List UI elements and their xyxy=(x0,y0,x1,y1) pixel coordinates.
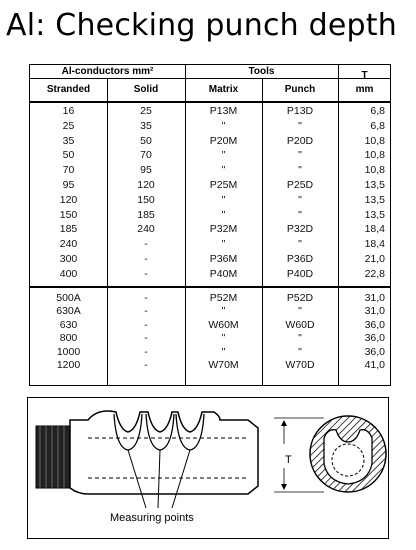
table-cell: 185 xyxy=(59,223,78,236)
table-cell: " xyxy=(221,149,226,162)
connector-drawing xyxy=(28,398,388,538)
header-divider-1 xyxy=(30,78,390,79)
header-punch: Punch xyxy=(284,84,316,95)
table-cell: 36,0 xyxy=(364,345,385,358)
table-cell: " xyxy=(221,345,226,358)
table-cell: 36,0 xyxy=(364,332,385,345)
table-cell: 31,0 xyxy=(364,305,385,318)
table-cell: " xyxy=(298,119,302,132)
table-cell: 6,8 xyxy=(370,105,385,117)
table-cell: 1000 xyxy=(56,345,81,358)
table-cell: P40D xyxy=(286,267,314,280)
header-conductors: Al-conductors mm² xyxy=(61,66,154,77)
connector-sleeve xyxy=(70,411,258,494)
table-cell: " xyxy=(221,193,226,206)
table-cell: 13,5 xyxy=(364,208,385,221)
table-cell: P36M xyxy=(209,253,238,265)
header-unit: mm xyxy=(355,84,374,95)
table-cell: P25M xyxy=(209,179,238,191)
table-cell: 10,8 xyxy=(364,134,385,147)
table-cell: 120 xyxy=(59,193,78,206)
table-cell: 31,0 xyxy=(364,292,385,304)
table-cell: 240 xyxy=(137,223,155,236)
table-cell: " xyxy=(221,332,226,345)
table-cell: " xyxy=(298,345,302,358)
table-cell: " xyxy=(221,119,226,132)
table-cell: 120 xyxy=(137,179,155,191)
table-cell: 21,0 xyxy=(364,253,385,265)
table-cell: P20M xyxy=(209,134,238,147)
table-cell: 13,5 xyxy=(364,179,385,191)
table-cell: P25D xyxy=(286,179,314,191)
header-matrix: Matrix xyxy=(208,84,239,95)
section-divider xyxy=(30,286,390,288)
table-cell: 25 xyxy=(140,105,152,117)
table-cell: " xyxy=(298,149,302,162)
table-cell: 240 xyxy=(59,238,78,251)
table-cell: P13D xyxy=(286,105,314,117)
table-cell: 150 xyxy=(137,193,155,206)
table-cell: P36D xyxy=(286,253,314,265)
table-cell: 70 xyxy=(140,149,152,162)
table-cell: " xyxy=(298,332,302,345)
table-cell: 10,8 xyxy=(364,149,385,162)
table-cell: - xyxy=(144,267,148,280)
table-cell: 50 xyxy=(140,134,152,147)
table-cell: P52M xyxy=(209,292,238,304)
table-cell: P20D xyxy=(286,134,314,147)
table-cell: 18,4 xyxy=(364,223,385,236)
t-dimension-label: T xyxy=(285,454,292,466)
table-cell: P13M xyxy=(209,105,238,117)
table-cell: 6,8 xyxy=(370,119,385,132)
table-cell: - xyxy=(144,238,148,251)
table-cell: " xyxy=(298,193,302,206)
table-cell: 185 xyxy=(137,208,155,221)
table-cell: 16 xyxy=(62,105,75,117)
table-cell: - xyxy=(144,345,148,358)
table-cell: 22,8 xyxy=(364,267,385,280)
table-cell: - xyxy=(144,292,148,304)
header-divider-2 xyxy=(30,101,390,103)
table-cell: 630A xyxy=(56,305,81,318)
table-cell: - xyxy=(144,318,148,331)
measuring-points-label: Measuring points xyxy=(110,512,194,524)
table-cell: W70M xyxy=(208,359,239,371)
table-cell: 70 xyxy=(62,164,75,177)
table-cell: P52D xyxy=(286,292,314,304)
table-cell: 35 xyxy=(140,119,152,132)
table-cell: 95 xyxy=(140,164,152,177)
table-cell: - xyxy=(144,359,148,371)
table-cell: W70D xyxy=(285,359,315,371)
table-cell: 95 xyxy=(62,179,75,191)
table-cell: 36,0 xyxy=(364,318,385,331)
table-cell: " xyxy=(298,305,302,318)
table-cell: 10,8 xyxy=(364,164,385,177)
punch-depth-diagram xyxy=(27,397,389,539)
page-title: Al: Checking punch depth xyxy=(6,8,397,43)
table-cell: 13,5 xyxy=(364,193,385,206)
cable-end xyxy=(36,426,70,488)
table-cell: - xyxy=(144,305,148,318)
table-cell: 50 xyxy=(62,149,75,162)
table-cell: " xyxy=(221,305,226,318)
header-tools: Tools xyxy=(248,66,275,77)
punch-depth-table xyxy=(29,64,391,386)
table-cell: " xyxy=(298,238,302,251)
table-cell: 41,0 xyxy=(364,359,385,371)
table-cell: 630 xyxy=(59,318,78,331)
table-cell: " xyxy=(221,238,226,251)
table-cell: P32D xyxy=(286,223,314,236)
table-cell: - xyxy=(144,253,148,265)
table-cell: " xyxy=(221,208,226,221)
table-cell: P32M xyxy=(209,223,238,236)
header-solid: Solid xyxy=(133,84,159,95)
table-cell: P40M xyxy=(209,267,238,280)
table-cell: " xyxy=(298,208,302,221)
table-cell: - xyxy=(144,332,148,345)
table-cell: 35 xyxy=(62,134,75,147)
table-cell: 400 xyxy=(59,267,78,280)
table-cell: W60M xyxy=(208,318,239,331)
table-cell: 1200 xyxy=(56,359,81,371)
table-cell: 150 xyxy=(59,208,78,221)
table-cell: " xyxy=(298,164,302,177)
table-cell: 500A xyxy=(56,292,81,304)
header-t: T xyxy=(361,70,368,81)
header-stranded: Stranded xyxy=(46,84,91,95)
table-cell: " xyxy=(221,164,226,177)
table-cell: W60D xyxy=(285,318,315,331)
table-cell: 18,4 xyxy=(364,238,385,251)
table-cell: 800 xyxy=(59,332,78,345)
table-cell: 25 xyxy=(62,119,75,132)
table-cell: 300 xyxy=(59,253,78,265)
